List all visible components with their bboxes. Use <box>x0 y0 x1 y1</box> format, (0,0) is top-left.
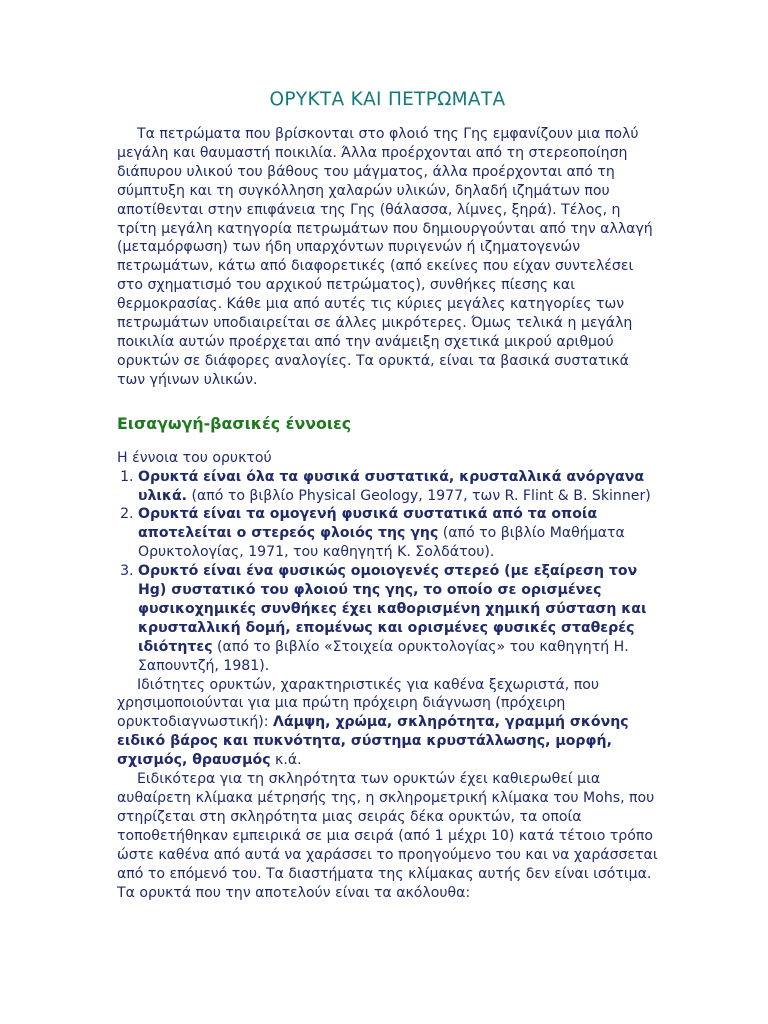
definition-3-bold: Ορυκτό είναι ένα φυσικώς ομοιογενές στερεό (με εξαίρεση τον Hg) συστατικό του φλοιού της γης, το οποίο σε ορισμένες φυσικοχημικές συνθήκες έχει καθορισμένη χημική σύσταση και κρυσταλλική δομή, επομένως και ορισμένες φυσικές σταθερές ιδιότητες <box>138 563 647 655</box>
hardness-paragraph: Ειδικότερα για τη σκληρότητα των ορυκτών έχει καθιερωθεί μια αυθαίρετη κλίμακα μέτρησής της, η σκληρομετρική κλίμακα του Mohs, που στηρίζεται στη σκληρότητα μιας σειράς δέκα ορυκτών, τα οποία τοποθετήθηκαν εμπειρικά σε μια σειρά (από 1 μέχρι 10) κατά τέτοιο τρόπο ώστε καθένα από αυτά να χαράσσει το προηγούμενο του και να χαράσσεται από το επόμενό του. Τα διαστήματα της κλίμακας αυτής δεν είναι ισότιμα. Τα ορυκτά που την αποτελούν είναι τα ακόλουθα: <box>117 771 658 901</box>
definition-1-bold: Ορυκτά είναι όλα τα φυσικά συστατικά, κρυσταλλικά ανόργανα υλικά. <box>138 468 644 504</box>
definition-2-source: (από το βιβλίο Μαθήματα Ορυκτολογίας, 1971, του καθηγητή Κ. Σολδάτου). <box>138 525 625 561</box>
definition-3-source: (από το βιβλίο «Στοιχεία ορυκτολογίας» του καθηγητή Η. Σαπουντζή, 1981). <box>138 638 629 674</box>
intro-paragraph: Τα πετρώματα που βρίσκονται στο φλοιό της Γης εμφανίζουν μια πολύ μεγάλη και θαυμαστή ποικιλία. Άλλα προέρχονται από τη στερεοποίηση διάπυρου υλικού του βάθους του μάγματος, άλλα προέρχονται από τη σύμπτυξη και τη συγκόλληση χαλαρών υλικών, δηλαδή ιζημάτων που αποτίθενται στην επιφάνεια της Γης (θάλασσα, λίμνες, ξηρά). Τέλος, η τρίτη μεγάλη κατηγορία πετρωμάτων που δημιουργούνται από την αλλαγή (μεταμόρφωση) των ήδη υπαρχόντων πυριγενών ή ιζηματογενών πετρωμάτων, κάτω από διαφορετικές (από εκείνες που είχαν συντελέσει στο σχηματισμό του αρχικού πετρώματος), συνθήκες πίεσης και θερμοκρασίας. Κάθε μια από αυτές τις κύριες μεγάλες κατηγορίες των πετρωμάτων υποδιαιρείται σε άλλες μικρότερες. Όμως τελικά η μεγάλη ποικιλία αυτών προέρχεται από την ανάμειξη σχετικά μικρού αριθμού ορυκτών σε διάφορες αναλογίες. Τα ορυκτά, είναι τα βασικά συστατικά των γήινων υλικών. <box>117 126 653 388</box>
section-heading: Εισαγωγή-βασικές έννοιες <box>117 413 352 433</box>
definition-item-2 <box>138 505 658 562</box>
properties-paragraph <box>117 676 658 771</box>
definition-item-3 <box>138 562 658 675</box>
definition-intro: Η έννοια του ορυκτού <box>117 449 272 466</box>
definition-1-source: (από το βιβλίο Physical Geology, 1977, των R. Flint & B. Skinner) <box>186 487 651 504</box>
document-title: ΟΡΥΚΤΑ ΚΑΙ ΠΕΤΡΩΜΑΤΑ <box>269 89 506 110</box>
properties-text: Ιδιότητες ορυκτών, χαρακτηριστικές για καθένα ξεχωριστά, που χρησιμοποιούνται για μια πρώτη πρόχειρη διάγνωση (πρόχειρη ορυκτοδιαγνωστική): <box>117 676 599 731</box>
definitions-list <box>117 468 658 676</box>
definition-item-1 <box>138 468 658 506</box>
properties-end: κ.ά. <box>270 752 302 769</box>
definition-2-bold: Ορυκτά είναι τα ομογενή φυσικά συστατικά από τα οποία αποτελείται ο στερεός φλοιός της γης <box>138 506 598 542</box>
properties-list: Λάμψη, χρώμα, σκληρότητα, γραμμή σκόνης ειδικό βάρος και πυκνότητα, σύστημα κρυστάλλωσης, μορφή, σχισμός, θραυσμός <box>117 714 629 769</box>
